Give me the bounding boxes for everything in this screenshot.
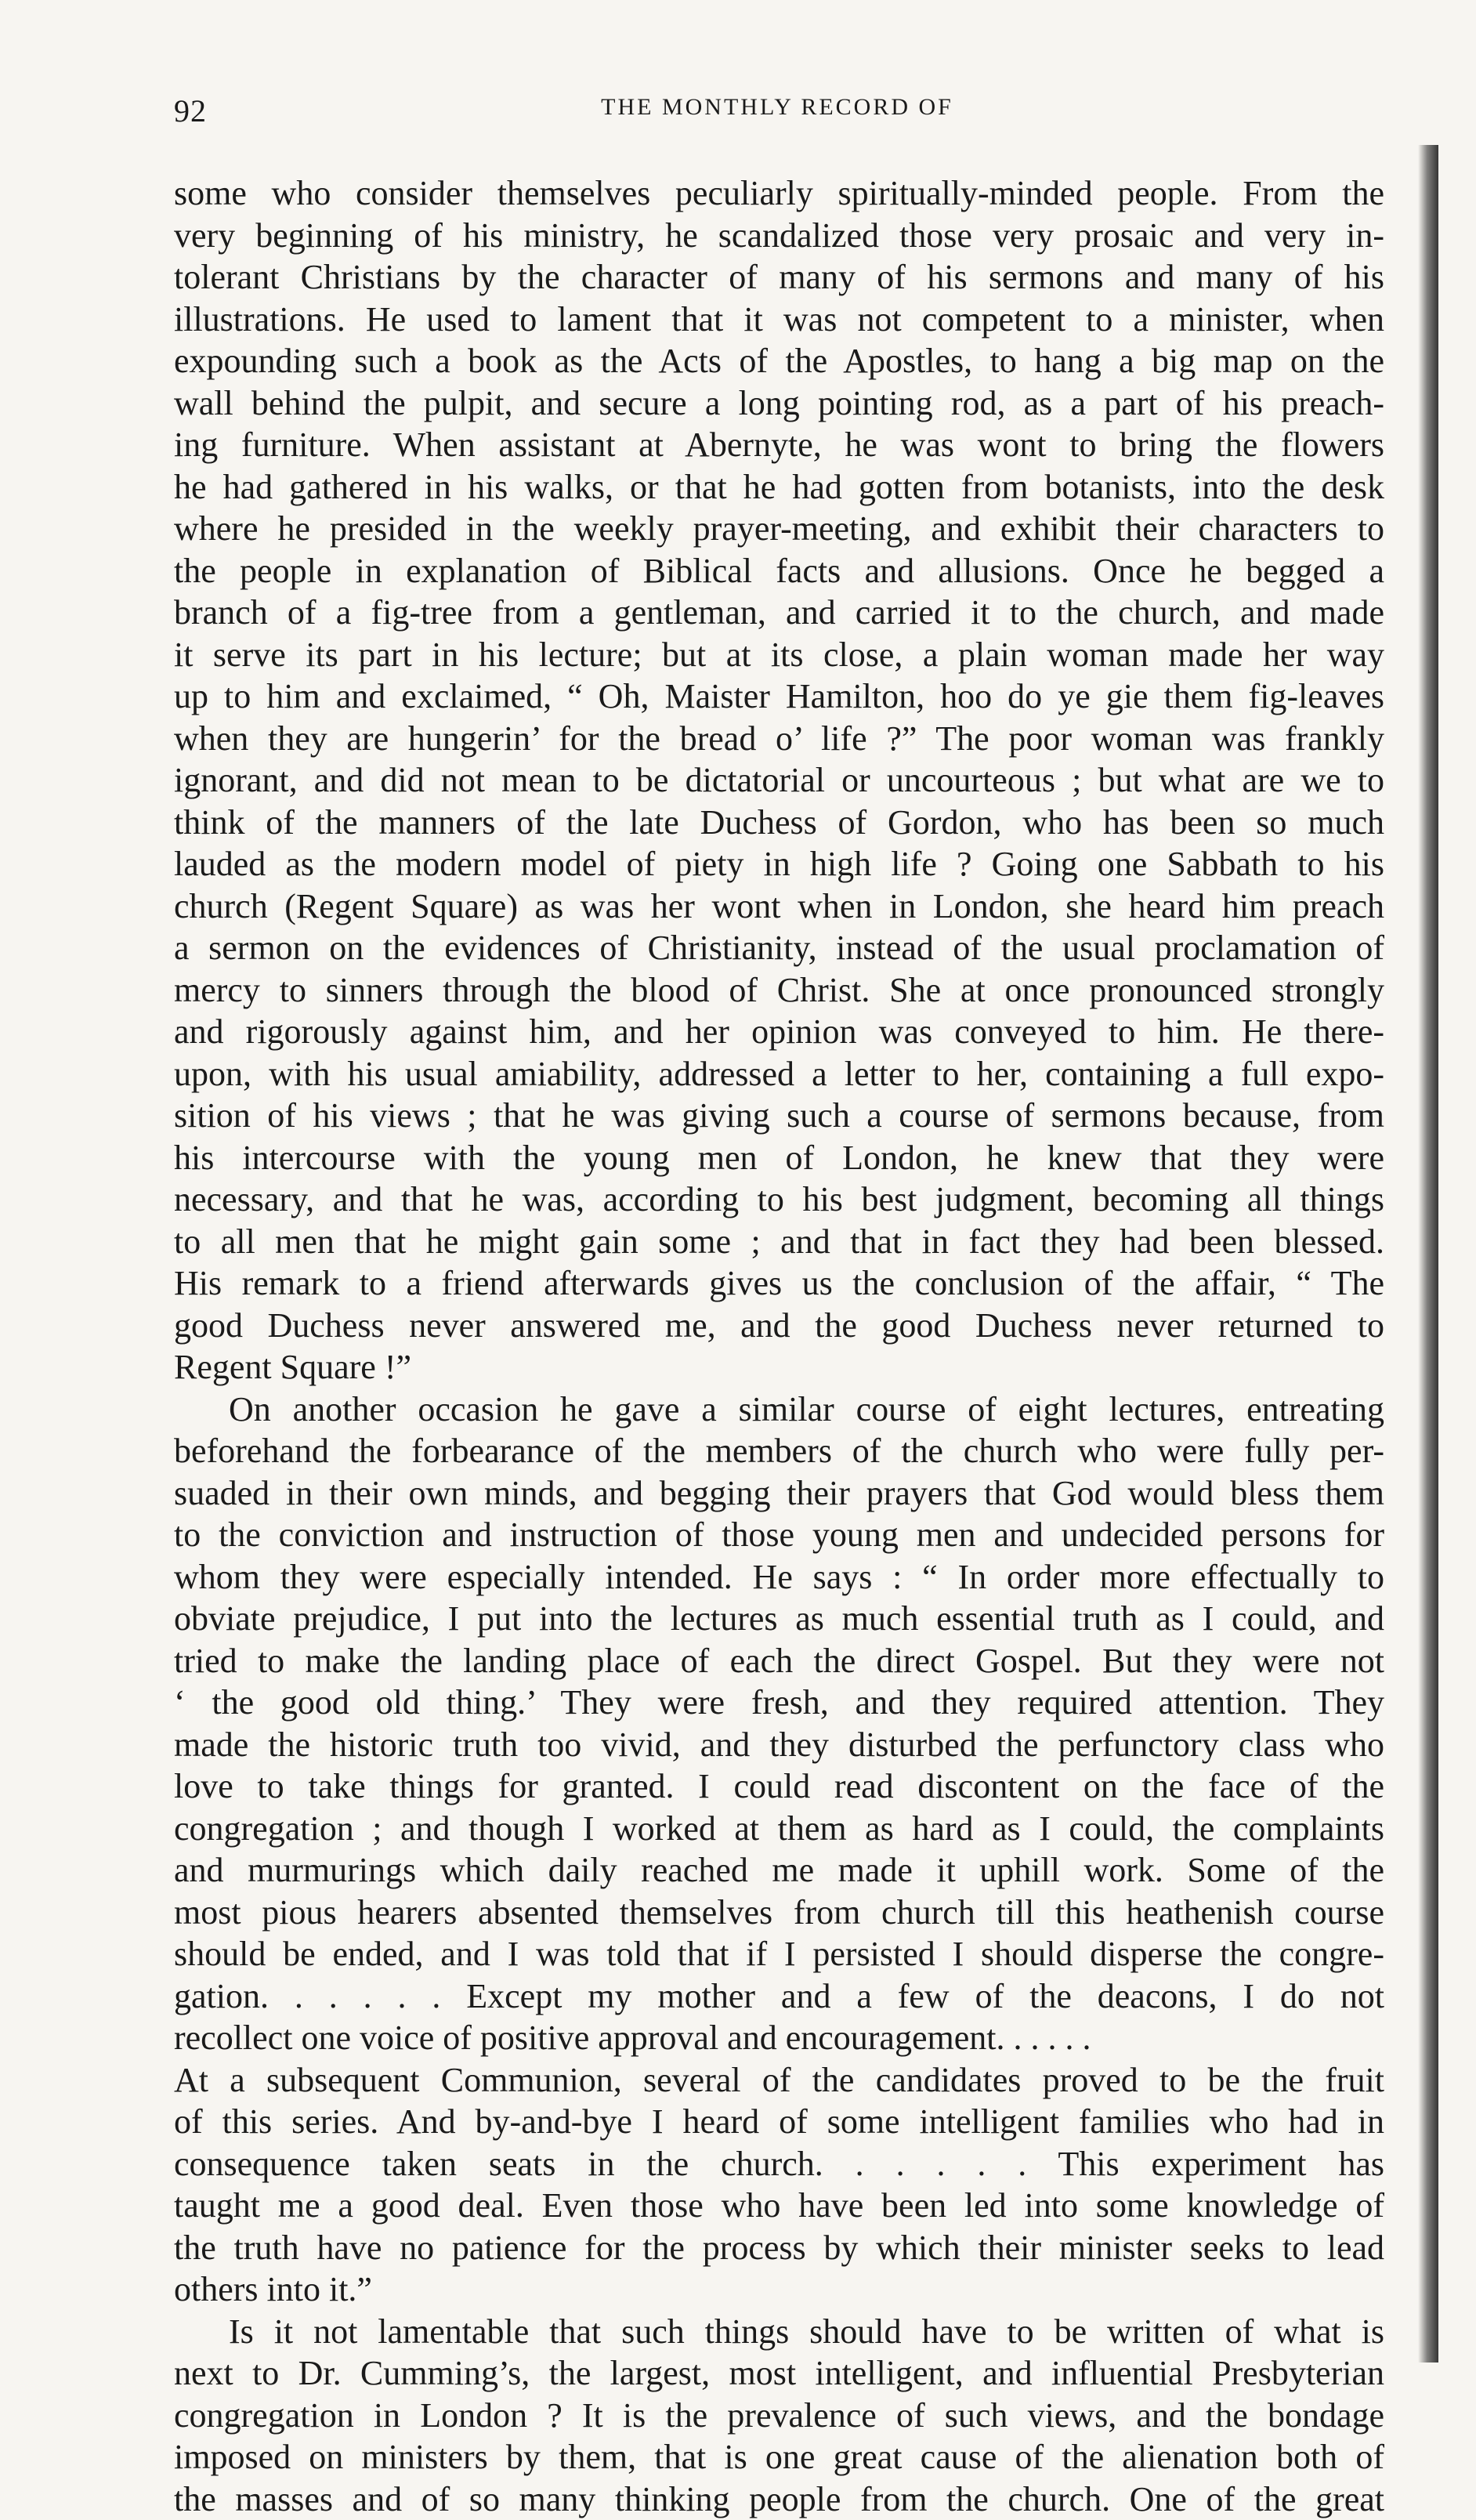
text-line: where he presided in the weekly prayer-meeting, and exhibit their characters to bbox=[174, 508, 1384, 550]
text-line: beforehand the forbearance of the members of the church who were fully per- bbox=[174, 1430, 1384, 1472]
text-line: On another occasion he gave a similar course of eight lectures, entreating bbox=[174, 1389, 1384, 1431]
text-line: ing furniture. When assistant at Abernyte, he was wont to bring the flowers bbox=[174, 424, 1384, 466]
text-line: made the historic truth too vivid, and they disturbed the perfunctory class who bbox=[174, 1724, 1384, 1766]
text-line: love to take things for granted. I could read discontent on the face of the bbox=[174, 1765, 1384, 1808]
text-line: should be ended, and I was told that if I persisted I should disperse the congre- bbox=[174, 1933, 1384, 1975]
text-line: others into it.” bbox=[174, 2268, 1384, 2311]
text-line: it serve its part in his lecture; but at its close, a plain woman made her way bbox=[174, 634, 1384, 676]
text-line: mercy to sinners through the blood of Christ. She at once pronounced strongly bbox=[174, 969, 1384, 1012]
text-line: suaded in their own minds, and begging their prayers that God would bless them bbox=[174, 1472, 1384, 1515]
text-line: his intercourse with the young men of London, he knew that they were bbox=[174, 1137, 1384, 1179]
text-line: wall behind the pulpit, and secure a long pointing rod, as a part of his preach- bbox=[174, 382, 1384, 425]
binding-edge bbox=[1418, 145, 1438, 2362]
text-line: illustrations. He used to lament that it was not competent to a minister, when bbox=[174, 299, 1384, 341]
text-line: expounding such a book as the Acts of the Apostles, to hang a big map on the bbox=[174, 340, 1384, 382]
text-line: congregation ; and though I worked at them as hard as I could, the complaints bbox=[174, 1808, 1384, 1850]
text-line: whom they were especially intended. He says : “ In order more effectually to bbox=[174, 1556, 1384, 1599]
text-line: ignorant, and did not mean to be dictatorial or uncourteous ; but what are we to bbox=[174, 759, 1384, 802]
text-line: Is it not lamentable that such things should have to be written of what is bbox=[174, 2311, 1384, 2353]
text-line: think of the manners of the late Duchess of Gordon, who has been so much bbox=[174, 802, 1384, 844]
text-line: to the conviction and instruction of those young men and undecided persons for bbox=[174, 1514, 1384, 1556]
text-line: At a subsequent Communion, several of the candidates proved to be the fruit bbox=[174, 2059, 1384, 2102]
text-line: gation. . . . . . Except my mother and a few of the deacons, I do not bbox=[174, 1975, 1384, 2018]
text-line: the people in explanation of Biblical facts and allusions. Once he begged a bbox=[174, 550, 1384, 592]
text-line: of this series. And by-and-bye I heard of some intelligent families who had in bbox=[174, 2101, 1384, 2143]
text-line: good Duchess never answered me, and the good Duchess never returned to bbox=[174, 1305, 1384, 1347]
text-line: His remark to a friend afterwards gives us the conclusion of the affair, “ The bbox=[174, 1262, 1384, 1305]
text-line: congregation in London ? It is the prevalence of such views, and the bondage bbox=[174, 2395, 1384, 2437]
text-line: to all men that he might gain some ; and that in fact they had been blessed. bbox=[174, 1221, 1384, 1263]
text-line: upon, with his usual amiability, addressed a letter to her, containing a full expo- bbox=[174, 1053, 1384, 1095]
text-line: tried to make the landing place of each the direct Gospel. But they were not bbox=[174, 1640, 1384, 1682]
text-line: a sermon on the evidences of Christianity, instead of the usual proclamation of bbox=[174, 927, 1384, 969]
text-line: the masses and of so many thinking people from the church. One of the great bbox=[174, 2478, 1384, 2520]
text-line: some who consider themselves peculiarly spiritually-minded people. From the bbox=[174, 172, 1384, 215]
body-text bbox=[174, 172, 1384, 2520]
text-line: Regent Square !” bbox=[174, 1346, 1384, 1389]
text-line: obviate prejudice, I put into the lectures as much essential truth as I could, and bbox=[174, 1598, 1384, 1640]
text-line: taught me a good deal. Even those who have been led into some knowledge of bbox=[174, 2185, 1384, 2227]
text-line: most pious hearers absented themselves from church till this heathenish course bbox=[174, 1892, 1384, 1934]
running-head bbox=[174, 92, 1380, 132]
page-number: 92 bbox=[174, 92, 207, 129]
text-line: he had gathered in his walks, or that he had gotten from botanists, into the desk bbox=[174, 466, 1384, 509]
text-line: imposed on ministers by them, that is one great cause of the alienation both of bbox=[174, 2436, 1384, 2478]
text-line: consequence taken seats in the church. . . . . . This experiment has bbox=[174, 2143, 1384, 2185]
text-line: tolerant Christians by the character of many of his sermons and many of his bbox=[174, 256, 1384, 299]
text-line: ‘ the good old thing.’ They were fresh, and they required attention. They bbox=[174, 1682, 1384, 1724]
text-line: next to Dr. Cumming’s, the largest, most intelligent, and influential Presbyterian bbox=[174, 2352, 1384, 2395]
header-title: THE MONTHLY RECORD OF bbox=[174, 94, 1380, 121]
text-line: lauded as the modern model of piety in high life ? Going one Sabbath to his bbox=[174, 843, 1384, 885]
text-line: branch of a fig-tree from a gentleman, and carried it to the church, and made bbox=[174, 592, 1384, 634]
text-line: sition of his views ; that he was giving such a course of sermons because, from bbox=[174, 1095, 1384, 1137]
text-line: recollect one voice of positive approval and encouragement. . . . . . bbox=[174, 2017, 1384, 2059]
text-line: church (Regent Square) as was her wont when in London, she heard him preach bbox=[174, 885, 1384, 928]
text-line: very beginning of his ministry, he scandalized those very prosaic and very in- bbox=[174, 215, 1384, 257]
text-line: the truth have no patience for the process by which their minister seeks to lead bbox=[174, 2227, 1384, 2269]
text-line: and murmurings which daily reached me made it uphill work. Some of the bbox=[174, 1849, 1384, 1892]
text-line: necessary, and that he was, according to his best judgment, becoming all things bbox=[174, 1179, 1384, 1221]
text-line: and rigorously against him, and her opinion was conveyed to him. He there- bbox=[174, 1011, 1384, 1053]
text-line: up to him and exclaimed, “ Oh, Maister Hamilton, hoo do ye gie them fig-leaves bbox=[174, 675, 1384, 718]
text-line: when they are hungerin’ for the bread o’ life ?” The poor woman was frankly bbox=[174, 718, 1384, 760]
